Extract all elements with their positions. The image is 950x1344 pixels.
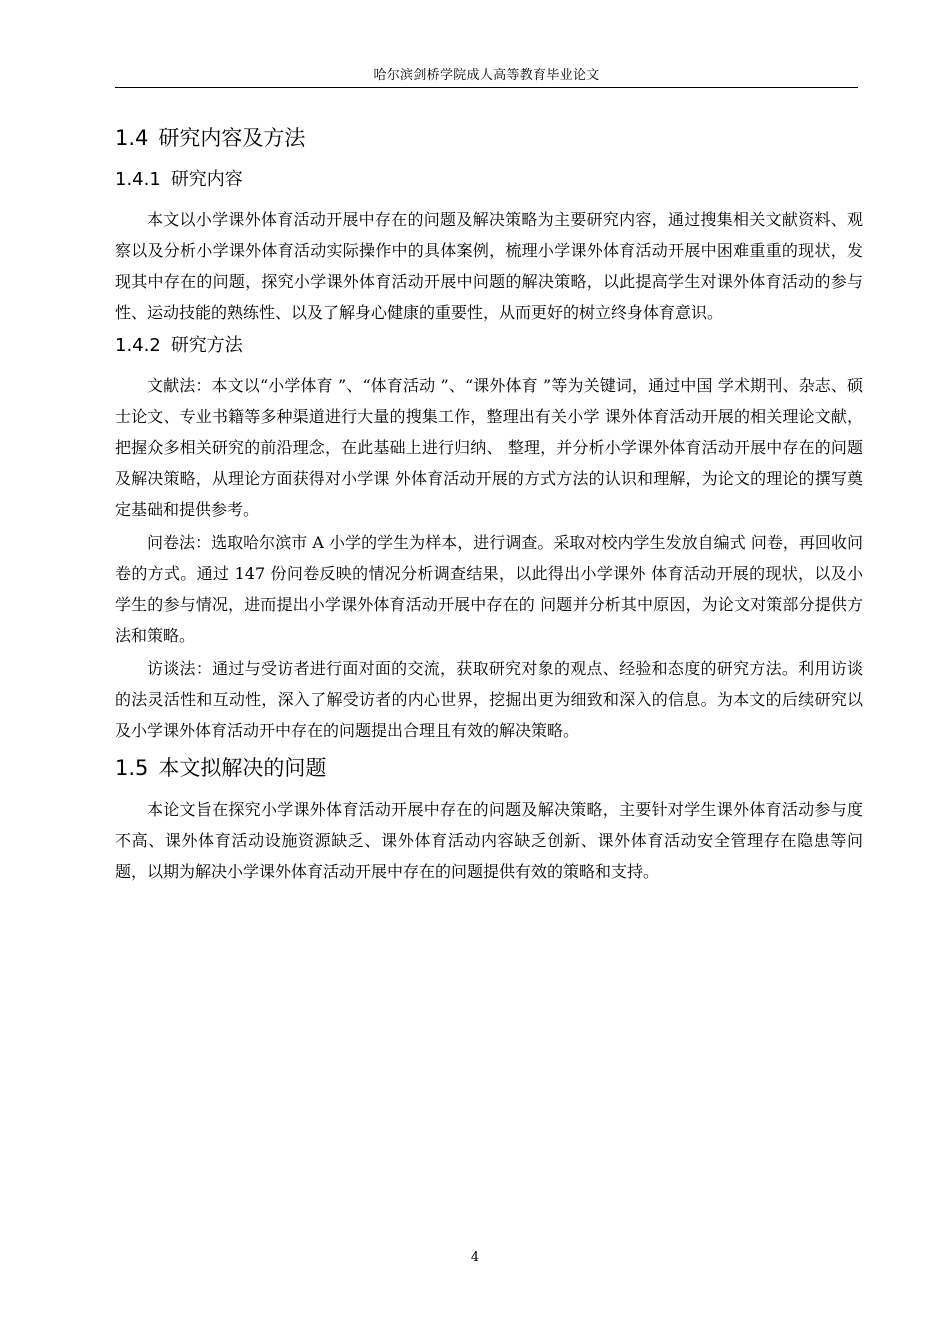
running-header: 哈尔滨剑桥学院成人高等教育毕业论文 bbox=[373, 68, 600, 83]
section-title: 研究内容及方法 bbox=[158, 126, 306, 150]
section-number: 1.4 bbox=[115, 126, 149, 150]
section-title: 研究内容 bbox=[170, 169, 243, 190]
section-heading-1-4-2 bbox=[115, 330, 863, 362]
paragraph-research-content: 本文以小学课外体育活动开展中存在的问题及解决策略为主要研究内容，通过搜集相关文献资料、观察以及分析小学课外体育活动实际操作中的具体案例，梳理小学课外体育活动开展中困难重重的现状，发现其中存在的问题，探究小学课外体育活动开展中问题的解决策略，以此提高学生对课外体育活动的参与性、运动技能的熟练性、以及了解身心健康的重要性，从而更好的树立终身体育意识。 bbox=[115, 210, 863, 322]
section-heading-1-4-1 bbox=[115, 164, 863, 196]
header-rule bbox=[115, 87, 858, 88]
paragraph-questionnaire-method: 问卷法：选取哈尔滨市 A 小学的学生为样本，进行调查。采取对校内学生发放自编式 问卷，再回收问卷的方式。通过 147 份问卷反映的情况分析调查结果，以此得出小学课外 体育活动开展的现状，以及小学生的参与情况，进而提出小学课外体育活动开展中存在的 问题并分析其中原因，为论文对策部分提供方法和策略。 bbox=[115, 533, 863, 645]
section-number: 1.4.2 bbox=[115, 335, 161, 356]
section-title: 研究方法 bbox=[170, 335, 243, 356]
section-heading-1-5 bbox=[115, 750, 863, 786]
section-title: 本文拟解决的问题 bbox=[158, 756, 327, 780]
page-number: 4 bbox=[470, 1250, 480, 1265]
paragraph-problems-to-solve: 本论文旨在探究小学课外体育活动开展中存在的问题及解决策略，主要针对学生课外体育活动参与度不高、课外体育活动设施资源缺乏、课外体育活动内容缺乏创新、课外体育活动安全管理存在隐患等问题，以期为解决小学课外体育活动开展中存在的问题提供有效的策略和支持。 bbox=[115, 800, 863, 881]
paragraph-literature-method: 文献法：本文以“小学体育 ”、“体育活动 ”、“课外体育 ”等为关键词，通过中国 学术期刊、杂志、硕士论文、专业书籍等多种渠道进行大量的搜集工作，整理出有关小学 课外体育活动开展的相关理论文献，把握众多相关研究的前沿理念，在此基础上进行归纳、 整理，并分析小学课外体育活动开展中存在的问题及解决策略，从理论方面获得对小学课 外体育活动开展的方式方法的认识和理解，为论文的理论的撰写奠定基础和提供参考。 bbox=[115, 376, 863, 519]
section-number: 1.4.1 bbox=[115, 169, 161, 190]
section-number: 1.5 bbox=[115, 756, 149, 780]
paragraph-interview-method: 访谈法：通过与受访者进行面对面的交流，获取研究对象的观点、经验和态度的研究方法。利用访谈的法灵活性和互动性，深入了解受访者的内心世界，挖掘出更为细致和深入的信息。为本文的后续研究以及小学课外体育活动开中存在的问题提出合理且有效的解决策略。 bbox=[115, 659, 863, 740]
page-content bbox=[115, 120, 863, 889]
section-heading-1-4 bbox=[115, 120, 863, 156]
